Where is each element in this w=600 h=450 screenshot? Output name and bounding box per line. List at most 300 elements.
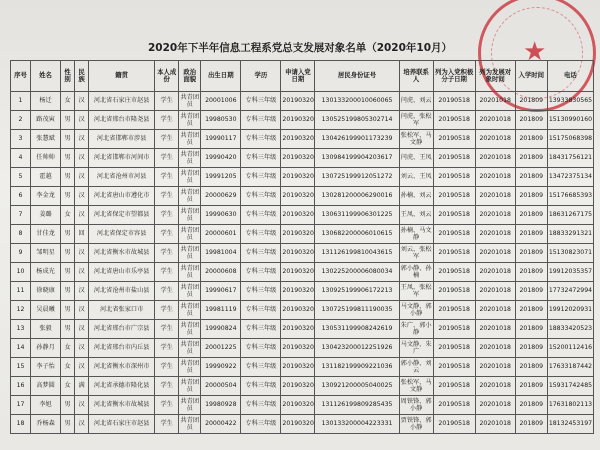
table-cell: 15175068398 [547, 130, 593, 149]
table-cell: 汉 [75, 301, 89, 320]
table-cell: 郭小静、刘云 [399, 358, 433, 377]
table-cell: 20190320 [281, 396, 315, 415]
table-cell: 19980928 [201, 396, 241, 415]
table-cell: 女 [61, 358, 75, 377]
table-cell: 15931742485 [547, 377, 593, 396]
table-cell: 专科三年级 [241, 187, 281, 206]
table-cell: 共青团员 [179, 396, 201, 415]
table-cell: 20201018 [475, 358, 515, 377]
table-cell: 学生 [155, 339, 179, 358]
table-cell: 专科三年级 [241, 263, 281, 282]
table-cell: 共青团员 [179, 282, 201, 301]
table-cell: 201809 [515, 263, 547, 282]
column-header: 学历 [241, 61, 281, 92]
table-cell: 郭小静、孙楠 [399, 263, 433, 282]
table-cell: 男 [61, 282, 75, 301]
column-header: 政治面貌 [179, 61, 201, 92]
table-cell: 201809 [515, 111, 547, 130]
table-cell: 周铁锋、郭小静 [399, 396, 433, 415]
table-cell: 河北省唐山市遵化市 [89, 187, 155, 206]
column-header: 序号 [11, 61, 31, 92]
table-cell: 130133200010060065 [315, 92, 399, 111]
table-cell: 8 [11, 225, 31, 244]
table-cell: 130531199908242619 [315, 320, 399, 339]
table-cell: 河北省保定市望都县 [89, 206, 155, 225]
table-cell: 3 [11, 130, 31, 149]
table-cell: 20000608 [201, 263, 241, 282]
table-cell: 20001006 [201, 92, 241, 111]
table-cell: 汉 [75, 206, 89, 225]
table-cell: 130921200005040025 [315, 377, 399, 396]
table-cell: 11 [11, 282, 31, 301]
seal-star-icon: ★ [523, 37, 547, 67]
table-row [11, 244, 594, 263]
table-cell: 20190518 [433, 320, 475, 339]
table-cell: 201809 [515, 377, 547, 396]
table-cell: 20190320 [281, 111, 315, 130]
table-cell: 汉 [75, 149, 89, 168]
table-cell: 20190320 [281, 320, 315, 339]
table-cell: 汉 [75, 92, 89, 111]
table-cell: 学生 [155, 149, 179, 168]
table-cell: 20201018 [475, 149, 515, 168]
table-cell: 闫虎、张松军 [399, 111, 433, 130]
table-cell: 王凤、刘云 [399, 206, 433, 225]
table-cell: 20190320 [281, 301, 315, 320]
table-cell: 7 [11, 206, 31, 225]
table-cell: 15130990160 [547, 111, 593, 130]
table-row [11, 130, 594, 149]
table-cell: 20190320 [281, 206, 315, 225]
table-cell: 专科三年级 [241, 168, 281, 187]
table-cell: 汉 [75, 263, 89, 282]
table-cell: 专科三年级 [241, 301, 281, 320]
table-cell: 13 [11, 320, 31, 339]
table-cell: 汉 [75, 282, 89, 301]
table-cell: 河北省邯郸市涉县 [89, 130, 155, 149]
table-cell: 共青团员 [179, 358, 201, 377]
table-cell: 河北省石家庄市赵县 [89, 415, 155, 434]
table-cell: 20190518 [433, 111, 475, 130]
table-cell: 马文静、郭小静 [399, 301, 433, 320]
table-cell: 张慧斌 [31, 130, 61, 149]
table-cell: 20190320 [281, 282, 315, 301]
table-cell: 女 [61, 92, 75, 111]
member-table [10, 60, 594, 434]
table-cell: 学生 [155, 358, 179, 377]
table-cell: 刘云、王凤 [399, 168, 433, 187]
table-cell: 汉 [75, 358, 89, 377]
table-cell: 20190518 [433, 301, 475, 320]
table-cell: 20190518 [433, 282, 475, 301]
table-cell: 20201018 [475, 415, 515, 434]
table-cell: 学生 [155, 225, 179, 244]
table-cell: 专科三年级 [241, 339, 281, 358]
table-cell: 20190518 [433, 225, 475, 244]
table-cell: 14 [11, 339, 31, 358]
table-cell: 王凤、张松军 [399, 282, 433, 301]
table-cell: 汉 [75, 320, 89, 339]
table-cell: 18431756121 [547, 149, 593, 168]
table-cell: 专科三年级 [241, 415, 281, 434]
table-cell: 专科三年级 [241, 206, 281, 225]
table-cell: 男 [61, 187, 75, 206]
table-cell: 201809 [515, 415, 547, 434]
table-cell: 学生 [155, 377, 179, 396]
table-cell: 路茂寅 [31, 111, 61, 130]
column-header: 入学时间 [515, 61, 547, 92]
table-cell: 高梦圆 [31, 377, 61, 396]
table-cell: 15200112416 [547, 339, 593, 358]
table-cell: 共青团员 [179, 244, 201, 263]
table-cell: 20201018 [475, 339, 515, 358]
table-cell: 201809 [515, 149, 547, 168]
table-cell: 201809 [515, 92, 547, 111]
table-cell: 201809 [515, 168, 547, 187]
table-cell: 2 [11, 111, 31, 130]
table-cell: 回 [75, 225, 89, 244]
table-row [11, 206, 594, 225]
table-cell: 学生 [155, 187, 179, 206]
table-row [11, 225, 594, 244]
table-cell: 学生 [155, 130, 179, 149]
table-cell: 20190518 [433, 92, 475, 111]
table-cell: 20190320 [281, 187, 315, 206]
table-cell: 20201018 [475, 92, 515, 111]
table-cell: 20201018 [475, 130, 515, 149]
table-cell: 19912020931 [547, 301, 593, 320]
table-cell: 1 [11, 92, 31, 111]
table-cell: 20201018 [475, 282, 515, 301]
table-cell: 201809 [515, 358, 547, 377]
table-cell: 20190320 [281, 225, 315, 244]
table-cell: 19912035357 [547, 263, 593, 282]
table-cell: 19990824 [201, 320, 241, 339]
table-cell: 朱广、郭小静 [399, 320, 433, 339]
table-cell: 专科三年级 [241, 358, 281, 377]
table-cell: 专科三年级 [241, 396, 281, 415]
table-cell: 20190320 [281, 339, 315, 358]
table-row [11, 149, 594, 168]
table-cell: 201809 [515, 396, 547, 415]
table-cell: 共青团员 [179, 263, 201, 282]
table-row [11, 396, 594, 415]
table-cell: 汉 [75, 339, 89, 358]
table-cell: 学生 [155, 92, 179, 111]
table-cell: 专科三年级 [241, 320, 281, 339]
table-cell: 河北省邢台市隆尧县 [89, 111, 155, 130]
table-cell: 河北省沧州市盐山县 [89, 282, 155, 301]
table-cell: 专科三年级 [241, 130, 281, 149]
table-cell: 学生 [155, 301, 179, 320]
table-cell: 201809 [515, 301, 547, 320]
table-cell: 乔杨森 [31, 415, 61, 434]
table-cell: 130225200006080034 [315, 263, 399, 282]
table-cell: 汉 [75, 415, 89, 434]
table-cell: 男 [61, 415, 75, 434]
table-cell: 学生 [155, 111, 179, 130]
table-cell: 20190518 [433, 358, 475, 377]
table-cell: 130925199906172213 [315, 282, 399, 301]
table-cell: 18631267175 [547, 206, 593, 225]
table-cell: 20190320 [281, 130, 315, 149]
table-cell: 汉 [75, 130, 89, 149]
table-cell: 20190320 [281, 149, 315, 168]
table-cell: 5 [11, 168, 31, 187]
table-cell: 130426199901173239 [315, 130, 399, 149]
table-cell: 满 [75, 377, 89, 396]
table-cell: 20201018 [475, 263, 515, 282]
table-cell: 男 [61, 244, 75, 263]
table-cell: 20201018 [475, 244, 515, 263]
table-cell: 霍越 [31, 168, 61, 187]
table-cell: 19991205 [201, 168, 241, 187]
table-cell: 河北省邯郸市河间市 [89, 149, 155, 168]
table-cell: 19990617 [201, 282, 241, 301]
table-cell: 女 [61, 377, 75, 396]
table-cell: 张毅 [31, 320, 61, 339]
table-row [11, 358, 594, 377]
table-cell: 201809 [515, 339, 547, 358]
table-cell: 汉 [75, 168, 89, 187]
table-cell: 共青团员 [179, 130, 201, 149]
table-cell: 130631199906301225 [315, 206, 399, 225]
table-cell: 张松军、马文静 [399, 130, 433, 149]
table-cell: 130281200006290016 [315, 187, 399, 206]
table-cell: 李子怡 [31, 358, 61, 377]
table-cell: 学生 [155, 244, 179, 263]
table-cell: 15130823071 [547, 244, 593, 263]
table-cell: 20190320 [281, 244, 315, 263]
column-header: 民族 [75, 61, 89, 92]
table-row [11, 339, 594, 358]
table-row [11, 301, 594, 320]
table-cell: 130725199811190035 [315, 301, 399, 320]
table-cell: 20201018 [475, 225, 515, 244]
table-cell: 学生 [155, 168, 179, 187]
table-cell: 专科三年级 [241, 244, 281, 263]
table-cell: 131182199909221036 [315, 358, 399, 377]
table-cell: 马文静、朱广 [399, 339, 433, 358]
table-cell: 河北省沧州市河县 [89, 168, 155, 187]
table-cell: 孙楠、马文静 [399, 225, 433, 244]
table-cell: 共青团员 [179, 168, 201, 187]
table-cell: 河北省衡水市深州市 [89, 358, 155, 377]
table-cell: 201809 [515, 282, 547, 301]
table-cell: 河北省承德市隆化县 [89, 377, 155, 396]
table-cell: 13472375134 [547, 168, 593, 187]
table-cell: 4 [11, 149, 31, 168]
table-cell: 河北省衡水市故城县 [89, 396, 155, 415]
table-cell: 20201018 [475, 206, 515, 225]
table-cell: 专科三年级 [241, 92, 281, 111]
table-cell: 河北省邢台市广宗县 [89, 320, 155, 339]
table-cell: 学生 [155, 415, 179, 434]
table-cell: 19990117 [201, 130, 241, 149]
column-header: 列为发展对象时间 [475, 61, 515, 92]
table-cell: 张松军、马文静 [399, 377, 433, 396]
table-cell: 130525199805302714 [315, 111, 399, 130]
table-cell: 18132453197 [547, 415, 593, 434]
table-cell: 20190518 [433, 339, 475, 358]
table-cell: 20201018 [475, 168, 515, 187]
table-cell: 20201018 [475, 301, 515, 320]
table-cell: 20190320 [281, 358, 315, 377]
column-header: 列为入党积极分子日期 [433, 61, 475, 92]
table-cell: 学生 [155, 396, 179, 415]
table-cell: 共青团员 [179, 225, 201, 244]
column-header: 培养联系人 [399, 61, 433, 92]
table-cell: 20190518 [433, 130, 475, 149]
table-cell: 共青团员 [179, 111, 201, 130]
table-cell: 男 [61, 396, 75, 415]
table-cell: 9 [11, 244, 31, 263]
table-cell: 吴晨曦 [31, 301, 61, 320]
table-cell: 20201018 [475, 187, 515, 206]
table-cell: 甘佳龙 [31, 225, 61, 244]
table-row [11, 415, 594, 434]
table-cell: 共青团员 [179, 339, 201, 358]
table-cell: 女 [61, 206, 75, 225]
table-cell: 201809 [515, 225, 547, 244]
table-cell: 20001225 [201, 339, 241, 358]
table-cell: 河北省唐山市乐亭县 [89, 263, 155, 282]
document-title: 2020年下半年信息工程系党总支发展对象名单（2020年10月） [147, 42, 453, 54]
table-cell: 201809 [515, 244, 547, 263]
table-cell: 20190320 [281, 377, 315, 396]
table-cell: 20190518 [433, 396, 475, 415]
table-cell: 女 [61, 339, 75, 358]
table-cell: 河北省衡水市故城县 [89, 244, 155, 263]
table-cell: 130682200006010615 [315, 225, 399, 244]
table-cell: 20000601 [201, 225, 241, 244]
table-cell: 17 [11, 396, 31, 415]
table-cell: 学生 [155, 282, 179, 301]
table-cell: 20201018 [475, 396, 515, 415]
table-cell: 共青团员 [179, 377, 201, 396]
table-cell: 20190518 [433, 377, 475, 396]
table-cell: 汉 [75, 111, 89, 130]
table-row [11, 377, 594, 396]
table-cell: 河北省张家口市 [89, 301, 155, 320]
table-cell: 汉 [75, 244, 89, 263]
table-cell: 17631802113 [547, 396, 593, 415]
table-cell: 共青团员 [179, 92, 201, 111]
table-cell: 18833420523 [547, 320, 593, 339]
table-cell: 6 [11, 187, 31, 206]
table-cell: 闫虎、刘云 [399, 92, 433, 111]
table-cell: 共青团员 [179, 187, 201, 206]
table-cell: 20201018 [475, 111, 515, 130]
table-body [11, 92, 594, 434]
table-cell: 130423200012251926 [315, 339, 399, 358]
table-cell: 20190518 [433, 187, 475, 206]
column-header: 居民身份证号 [315, 61, 399, 92]
table-cell: 男 [61, 149, 75, 168]
table-cell: 19990420 [201, 149, 241, 168]
table-cell: 20190320 [281, 168, 315, 187]
table-cell: 20201018 [475, 320, 515, 339]
table-cell: 专科三年级 [241, 149, 281, 168]
table-cell: 学生 [155, 263, 179, 282]
table-cell: 共青团员 [179, 206, 201, 225]
table-cell: 学生 [155, 320, 179, 339]
table-cell: 19990630 [201, 206, 241, 225]
table-cell: 15 [11, 358, 31, 377]
column-header: 电话 [547, 61, 593, 92]
table-cell: 18833291321 [547, 225, 593, 244]
table-cell: 17633187442 [547, 358, 593, 377]
table-row [11, 111, 594, 130]
table-cell: 学生 [155, 206, 179, 225]
table-cell: 20190518 [433, 244, 475, 263]
table-cell: 专科三年级 [241, 225, 281, 244]
table-cell: 男 [61, 130, 75, 149]
table-cell: 男 [61, 168, 75, 187]
table-cell: 共青团员 [179, 301, 201, 320]
table-cell: 19981119 [201, 301, 241, 320]
table-header-row [11, 61, 594, 92]
table-cell: 20000629 [201, 187, 241, 206]
table-cell: 专科三年级 [241, 377, 281, 396]
table-cell: 李金龙 [31, 187, 61, 206]
table-cell: 20190518 [433, 149, 475, 168]
table-cell: 10 [11, 263, 31, 282]
table-cell: 130133200004223331 [315, 415, 399, 434]
table-cell: 邹明星 [31, 244, 61, 263]
table-cell: 男 [61, 225, 75, 244]
table-cell: 共青团员 [179, 149, 201, 168]
table-row [11, 282, 594, 301]
table-cell: 杨迁 [31, 92, 61, 111]
table-cell: 专科三年级 [241, 111, 281, 130]
table-row [11, 168, 594, 187]
table-cell: 专科三年级 [241, 282, 281, 301]
table-cell: 20000422 [201, 415, 241, 434]
table-cell: 201809 [515, 187, 547, 206]
table-cell: 男 [61, 320, 75, 339]
table-cell: 12 [11, 301, 31, 320]
table-cell: 刘云、张松军 [399, 244, 433, 263]
table-cell: 男 [61, 263, 75, 282]
column-header: 本人成份 [155, 61, 179, 92]
table-cell: 13933830565 [547, 92, 593, 111]
table-cell: 20190320 [281, 263, 315, 282]
table-cell: 河北省保定市容县 [89, 225, 155, 244]
column-header: 出生日期 [201, 61, 241, 92]
table-row [11, 92, 594, 111]
table-cell: 男 [61, 111, 75, 130]
column-header: 申请入党日期 [281, 61, 315, 92]
table-cell: 130984199904203617 [315, 149, 399, 168]
column-header: 姓名 [31, 61, 61, 92]
table-cell: 131126199809285435 [315, 396, 399, 415]
table-row [11, 263, 594, 282]
table-cell: 20190518 [433, 168, 475, 187]
table-cell: 共青团员 [179, 320, 201, 339]
table-cell: 20190320 [281, 92, 315, 111]
table-cell: 姜璐 [31, 206, 61, 225]
table-cell: 汉 [75, 396, 89, 415]
table-cell: 河北省邢台市内丘县 [89, 339, 155, 358]
table-cell: 汉 [75, 187, 89, 206]
table-cell: 李旭 [31, 396, 61, 415]
table-cell: 19980530 [201, 111, 241, 130]
table-row [11, 187, 594, 206]
column-header: 籍贯 [89, 61, 155, 92]
table-cell: 杨成光 [31, 263, 61, 282]
table-cell: 孙静月 [31, 339, 61, 358]
